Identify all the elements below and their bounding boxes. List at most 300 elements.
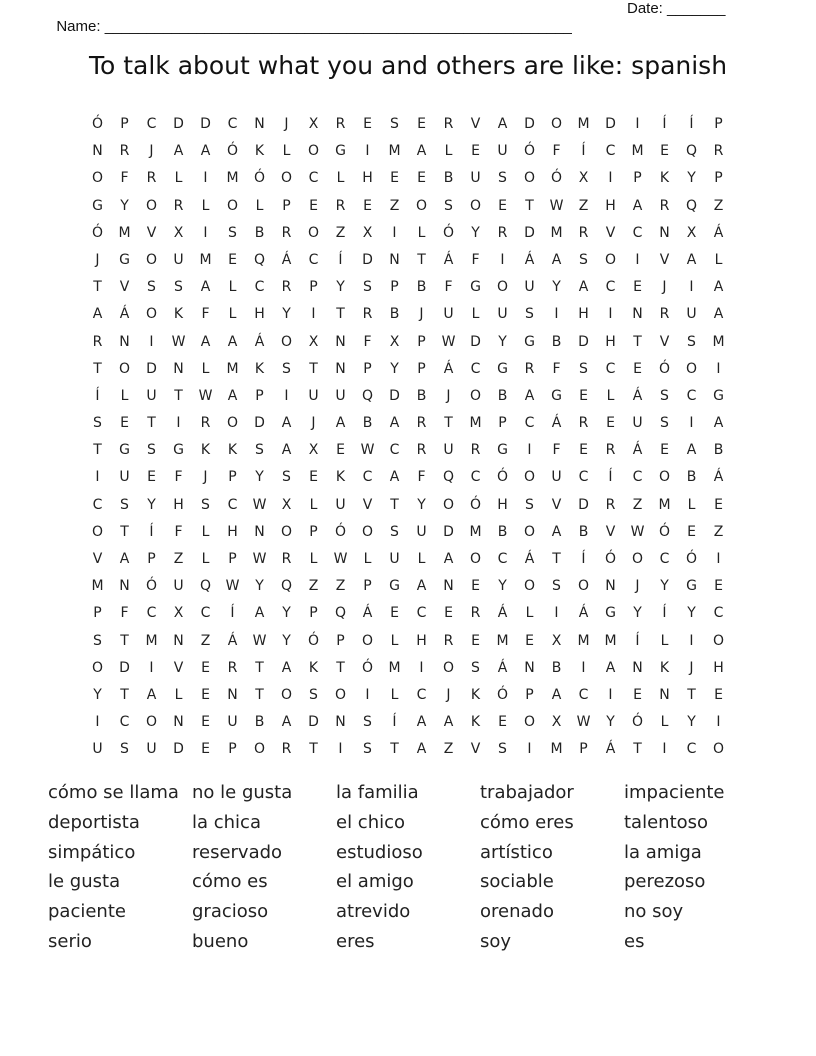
grid-letter: W xyxy=(549,197,564,214)
grid-letter: S xyxy=(363,741,372,758)
grid-letter: I xyxy=(608,686,613,703)
grid-letter: Í xyxy=(149,523,154,540)
grid-letter: O xyxy=(361,632,374,649)
grid-letter: Á xyxy=(551,415,562,432)
grid-letter: K xyxy=(227,442,238,459)
grid-letter: M xyxy=(604,632,617,649)
grid-letter: C xyxy=(632,469,643,486)
grid-letter: G xyxy=(389,578,400,595)
grid-letter: B xyxy=(551,333,562,350)
grid-letter: P xyxy=(633,170,642,187)
grid-letter: D xyxy=(362,251,373,268)
grid-letter: Z xyxy=(335,224,346,241)
grid-letter: V xyxy=(659,333,670,350)
grid-letter: N xyxy=(119,578,130,595)
grid-letter: C xyxy=(578,469,589,486)
grid-letter: S xyxy=(363,279,372,296)
grid-letter: N xyxy=(335,333,346,350)
grid-letter: V xyxy=(173,659,184,676)
word-bank-item: perezoso xyxy=(624,871,706,893)
grid-letter: L xyxy=(201,523,210,540)
grid-letter: G xyxy=(497,360,508,377)
grid-letter: O xyxy=(91,659,104,676)
grid-letter: J xyxy=(662,279,667,296)
grid-letter: Y xyxy=(282,605,291,622)
grid-letter: I xyxy=(365,686,370,703)
word-bank-item: orenado xyxy=(480,901,554,923)
grid-letter: N xyxy=(254,523,265,540)
grid-letter: A xyxy=(335,415,346,432)
grid-letter: S xyxy=(147,442,156,459)
grid-letter: M xyxy=(226,360,239,377)
grid-letter: T xyxy=(309,741,318,758)
grid-letter: A xyxy=(443,714,454,731)
grid-letter: J xyxy=(446,686,451,703)
grid-letter: E xyxy=(525,632,534,649)
grid-letter: K xyxy=(335,469,346,486)
grid-letter: R xyxy=(578,224,589,241)
grid-letter: F xyxy=(471,251,480,268)
grid-letter: I xyxy=(203,170,208,187)
grid-letter: H xyxy=(227,523,238,540)
word-bank-item: le gusta xyxy=(48,871,121,893)
grid-letter: O xyxy=(415,197,428,214)
grid-letter: O xyxy=(226,415,239,432)
grid-letter: I xyxy=(554,605,559,622)
grid-letter: F xyxy=(552,360,561,377)
grid-letter: C xyxy=(632,224,643,241)
grid-letter: K xyxy=(254,143,265,160)
grid-letter: C xyxy=(308,170,319,187)
grid-letter: O xyxy=(145,714,158,731)
word-bank-item: la familia xyxy=(336,782,419,803)
grid-letter: Á xyxy=(524,551,535,567)
grid-letter: L xyxy=(363,551,372,567)
grid-letter: T xyxy=(525,197,534,214)
grid-letter: B xyxy=(362,415,373,432)
grid-letter: C xyxy=(308,251,319,268)
grid-letter: M xyxy=(145,632,158,649)
grid-letter: A xyxy=(227,387,238,404)
grid-letter: P xyxy=(363,578,372,595)
grid-letter: M xyxy=(118,224,131,241)
grid-letter: U xyxy=(335,496,346,513)
grid-letter: R xyxy=(281,279,292,296)
grid-letter: Q xyxy=(334,605,347,622)
grid-letter: Y xyxy=(498,333,507,350)
grid-letter: K xyxy=(659,659,670,676)
grid-letter: E xyxy=(201,659,210,676)
grid-letter: I xyxy=(176,415,181,432)
grid-letter: Á xyxy=(713,224,724,241)
grid-letter: E xyxy=(660,143,669,160)
grid-letter: Ó xyxy=(658,360,671,377)
grid-letter: M xyxy=(199,251,212,268)
grid-letter: S xyxy=(363,714,372,731)
grid-letter: E xyxy=(390,605,399,622)
grid-letter: N xyxy=(443,578,454,595)
grid-letter: I xyxy=(608,170,613,187)
grid-letter: Ó xyxy=(253,170,266,187)
grid-letter: X xyxy=(362,224,373,241)
grid-letter: L xyxy=(228,279,237,296)
grid-letter: D xyxy=(173,741,184,758)
grid-letter: E xyxy=(579,442,588,459)
grid-letter: Á xyxy=(578,605,589,622)
grid-letter: C xyxy=(605,279,616,296)
grid-letter: I xyxy=(689,279,694,296)
grid-letter: N xyxy=(173,632,184,649)
grid-letter: O xyxy=(361,523,374,540)
grid-letter: Z xyxy=(632,496,643,513)
grid-letter: O xyxy=(712,741,725,758)
grid-letter: U xyxy=(443,306,454,323)
grid-letter: N xyxy=(659,686,670,703)
grid-letter: P xyxy=(417,333,426,350)
grid-letter: L xyxy=(282,143,291,160)
grid-letter: E xyxy=(201,714,210,731)
grid-letter: V xyxy=(659,251,670,268)
grid-letter: K xyxy=(200,442,211,459)
grid-letter: F xyxy=(417,469,426,486)
grid-letter: Y xyxy=(147,496,156,513)
grid-letter: O xyxy=(442,496,455,513)
grid-letter: Z xyxy=(200,632,211,649)
grid-letter: Y xyxy=(498,578,507,595)
grid-letter: O xyxy=(658,469,671,486)
grid-letter: O xyxy=(307,224,320,241)
grid-letter: D xyxy=(524,224,535,241)
grid-letter: Y xyxy=(417,496,426,513)
grid-letter: Á xyxy=(524,251,535,268)
grid-letter: O xyxy=(91,170,104,187)
grid-letter: R xyxy=(497,224,508,241)
grid-letter: Á xyxy=(443,360,454,377)
grid-letter: Á xyxy=(119,306,130,323)
grid-letter: N xyxy=(227,686,238,703)
grid-letter: Í xyxy=(581,143,586,160)
grid-letter: F xyxy=(174,469,183,486)
grid-letter: O xyxy=(145,306,158,323)
grid-letter: Í xyxy=(230,605,235,622)
grid-letter: Q xyxy=(199,578,212,595)
grid-letter: P xyxy=(363,360,372,377)
grid-letter: T xyxy=(417,251,426,268)
word-bank-item: reservado xyxy=(192,841,283,863)
grid-letter: L xyxy=(417,551,426,567)
grid-letter: D xyxy=(389,387,400,404)
grid-letter: O xyxy=(145,197,158,214)
grid-letter: W xyxy=(252,632,267,649)
grid-letter: Z xyxy=(713,197,724,214)
grid-letter: S xyxy=(390,523,399,540)
grid-letter: W xyxy=(225,578,240,595)
grid-letter: T xyxy=(552,551,561,567)
grid-letter: E xyxy=(660,442,669,459)
grid-letter: F xyxy=(120,170,129,187)
grid-letter: W xyxy=(360,442,375,459)
grid-letter: R xyxy=(119,143,130,160)
grid-letter: W xyxy=(252,496,267,513)
grid-letter: T xyxy=(390,496,399,513)
grid-letter: Z xyxy=(578,197,589,214)
grid-letter: Y xyxy=(390,360,399,377)
grid-letter: B xyxy=(389,306,400,323)
grid-letter: U xyxy=(416,523,427,540)
grid-letter: T xyxy=(120,523,129,540)
word-bank-item: gracioso xyxy=(192,901,269,923)
grid-letter: X xyxy=(389,333,400,350)
grid-letter: I xyxy=(392,224,397,241)
grid-letter: U xyxy=(443,442,454,459)
grid-letter: G xyxy=(119,251,130,268)
word-bank-item: deportista xyxy=(48,811,140,833)
grid-letter: I xyxy=(716,551,721,567)
grid-letter: G xyxy=(605,605,616,622)
grid-letter: E xyxy=(363,116,372,132)
grid-letter: U xyxy=(686,306,697,323)
word-bank-item: talentoso xyxy=(624,811,709,833)
grid-letter: E xyxy=(687,523,696,540)
grid-letter: C xyxy=(146,605,157,622)
grid-letter: Y xyxy=(687,714,696,731)
grid-letter: A xyxy=(416,143,427,160)
grid-letter: P xyxy=(93,605,102,622)
grid-letter: L xyxy=(228,306,237,323)
grid-letter: Y xyxy=(282,632,291,649)
grid-letter: M xyxy=(550,224,563,241)
grid-letter: S xyxy=(282,469,291,486)
grid-letter: R xyxy=(713,143,724,160)
grid-letter: Y xyxy=(255,469,264,486)
grid-letter: B xyxy=(416,387,427,404)
grid-letter: T xyxy=(309,360,318,377)
grid-letter: Y xyxy=(552,279,561,296)
grid-letter: X xyxy=(686,224,697,241)
grid-letter: U xyxy=(308,387,319,404)
grid-letter: Q xyxy=(442,469,455,486)
grid-letter: I xyxy=(527,442,532,459)
grid-letter: D xyxy=(146,360,157,377)
word-bank-item: cómo eres xyxy=(480,811,574,833)
grid-letter: E xyxy=(471,143,480,160)
grid-letter: I xyxy=(284,387,289,404)
grid-letter: A xyxy=(119,551,130,567)
grid-letter: Í xyxy=(95,387,100,404)
grid-letter: Z xyxy=(335,578,346,595)
grid-letter: H xyxy=(605,197,616,214)
grid-letter: X xyxy=(308,442,319,459)
grid-letter: T xyxy=(255,659,264,676)
grid-letter: Y xyxy=(471,224,480,241)
grid-letter: P xyxy=(282,197,291,214)
grid-letter: K xyxy=(173,306,184,323)
grid-letter: D xyxy=(254,415,265,432)
grid-letter: E xyxy=(444,605,453,622)
grid-letter: U xyxy=(497,143,508,160)
grid-letter: R xyxy=(470,605,481,622)
grid-letter: R xyxy=(200,415,211,432)
grid-letter: T xyxy=(633,741,642,758)
grid-letter: Z xyxy=(389,197,400,214)
grid-letter: V xyxy=(92,551,103,567)
grid-letter: P xyxy=(309,605,318,622)
grid-letter: A xyxy=(200,333,211,350)
grid-letter: A xyxy=(632,197,643,214)
grid-letter: G xyxy=(713,387,724,404)
grid-letter: P xyxy=(228,741,237,758)
grid-letter: L xyxy=(606,387,615,404)
grid-letter: U xyxy=(119,469,130,486)
grid-letter: E xyxy=(309,469,318,486)
grid-letter: O xyxy=(91,523,104,540)
grid-letter: Ó xyxy=(91,116,104,132)
grid-letter: Á xyxy=(605,741,616,758)
grid-letter: P xyxy=(390,279,399,296)
grid-letter: L xyxy=(201,551,210,567)
grid-letter: C xyxy=(389,442,400,459)
grid-letter: L xyxy=(687,496,696,513)
grid-letter: A xyxy=(605,659,616,676)
grid-letter: I xyxy=(419,659,424,676)
grid-letter: C xyxy=(524,415,535,432)
grid-letter: R xyxy=(470,442,481,459)
grid-letter: I xyxy=(635,116,640,132)
grid-letter: Á xyxy=(632,387,643,404)
grid-letter: L xyxy=(309,496,318,513)
grid-letter: B xyxy=(254,224,265,241)
grid-letter: A xyxy=(200,279,211,296)
grid-letter: Z xyxy=(173,551,184,567)
grid-letter: Á xyxy=(281,251,292,268)
grid-letter: D xyxy=(470,333,481,350)
grid-letter: N xyxy=(335,714,346,731)
grid-letter: A xyxy=(416,714,427,731)
grid-letter: W xyxy=(252,551,267,567)
grid-letter: Y xyxy=(606,714,615,731)
grid-letter: E xyxy=(714,686,723,703)
grid-letter: J xyxy=(311,415,316,432)
grid-letter: S xyxy=(579,251,588,268)
grid-letter: I xyxy=(635,251,640,268)
grid-letter: Y xyxy=(93,686,102,703)
grid-letter: Í xyxy=(689,116,694,132)
word-bank-item: sociable xyxy=(480,871,554,893)
grid-letter: P xyxy=(498,415,507,432)
grid-letter: A xyxy=(389,469,400,486)
grid-letter: S xyxy=(471,659,480,676)
grid-letter: R xyxy=(227,659,238,676)
grid-letter: G xyxy=(335,143,346,160)
grid-letter: S xyxy=(147,279,156,296)
grid-letter: M xyxy=(469,523,482,540)
grid-letter: M xyxy=(550,741,563,758)
grid-letter: Í xyxy=(608,469,613,486)
grid-letter: A xyxy=(416,578,427,595)
grid-letter: W xyxy=(333,551,348,567)
grid-letter: I xyxy=(365,143,370,160)
grid-letter: S xyxy=(120,741,129,758)
grid-letter: E xyxy=(417,170,426,187)
grid-letter: A xyxy=(281,442,292,459)
grid-letter: N xyxy=(389,251,400,268)
grid-letter: H xyxy=(416,632,427,649)
grid-letter: E xyxy=(201,741,210,758)
grid-letter: I xyxy=(716,714,721,731)
grid-letter: C xyxy=(605,143,616,160)
grid-letter: J xyxy=(635,578,640,595)
grid-letter: Á xyxy=(497,605,508,622)
grid-letter: O xyxy=(469,551,482,567)
word-bank-item: el amigo xyxy=(336,871,414,893)
grid-letter: X xyxy=(173,605,184,622)
grid-letter: H xyxy=(605,333,616,350)
grid-letter: P xyxy=(525,686,534,703)
grid-letter: I xyxy=(95,469,100,486)
grid-letter: P xyxy=(336,632,345,649)
grid-letter: F xyxy=(174,523,183,540)
grid-letter: Y xyxy=(687,170,696,187)
grid-letter: O xyxy=(334,686,347,703)
grid-letter: R xyxy=(92,333,103,350)
word-bank-item: no soy xyxy=(624,901,684,923)
grid-letter: M xyxy=(712,333,725,350)
grid-letter: I xyxy=(149,333,154,350)
grid-letter: A xyxy=(416,741,427,758)
grid-letter: T xyxy=(390,741,399,758)
grid-letter: Ó xyxy=(631,714,644,731)
grid-letter: E xyxy=(633,360,642,377)
grid-letter: L xyxy=(444,143,453,160)
grid-letter: A xyxy=(281,714,292,731)
grid-letter: A xyxy=(443,551,454,567)
grid-letter: O xyxy=(280,523,293,540)
grid-letter: Y xyxy=(633,605,642,622)
grid-letter: A xyxy=(524,387,535,404)
grid-letter: Ó xyxy=(469,496,482,513)
page-title: To talk about what you and others are like: spanish xyxy=(88,51,728,80)
grid-letter: N xyxy=(335,360,346,377)
grid-letter: C xyxy=(146,116,157,132)
grid-letter: F xyxy=(444,279,453,296)
grid-letter: S xyxy=(390,116,399,132)
grid-letter: K xyxy=(470,686,481,703)
grid-letter: A xyxy=(713,415,724,432)
grid-letter: C xyxy=(227,116,238,132)
grid-letter: Í xyxy=(392,714,397,731)
grid-letter: E xyxy=(336,442,345,459)
grid-letter: D xyxy=(119,659,130,676)
grid-letter: Y xyxy=(660,578,669,595)
grid-letter: Ó xyxy=(496,469,509,486)
word-bank-item: la amiga xyxy=(624,841,702,863)
grid-letter: D xyxy=(308,714,319,731)
grid-letter: E xyxy=(606,415,615,432)
grid-letter: B xyxy=(713,442,724,459)
grid-letter: L xyxy=(714,251,723,268)
grid-letter: T xyxy=(633,333,642,350)
grid-letter: A xyxy=(200,143,211,160)
grid-letter: Ó xyxy=(145,578,158,595)
grid-letter: Q xyxy=(685,143,698,160)
grid-letter: P xyxy=(417,360,426,377)
grid-letter: I xyxy=(689,632,694,649)
grid-letter: T xyxy=(687,686,696,703)
grid-letter: O xyxy=(145,251,158,268)
grid-letter: E xyxy=(579,387,588,404)
grid-letter: E xyxy=(390,170,399,187)
name-field-line: Name: ________________________________________________________ xyxy=(56,18,572,35)
